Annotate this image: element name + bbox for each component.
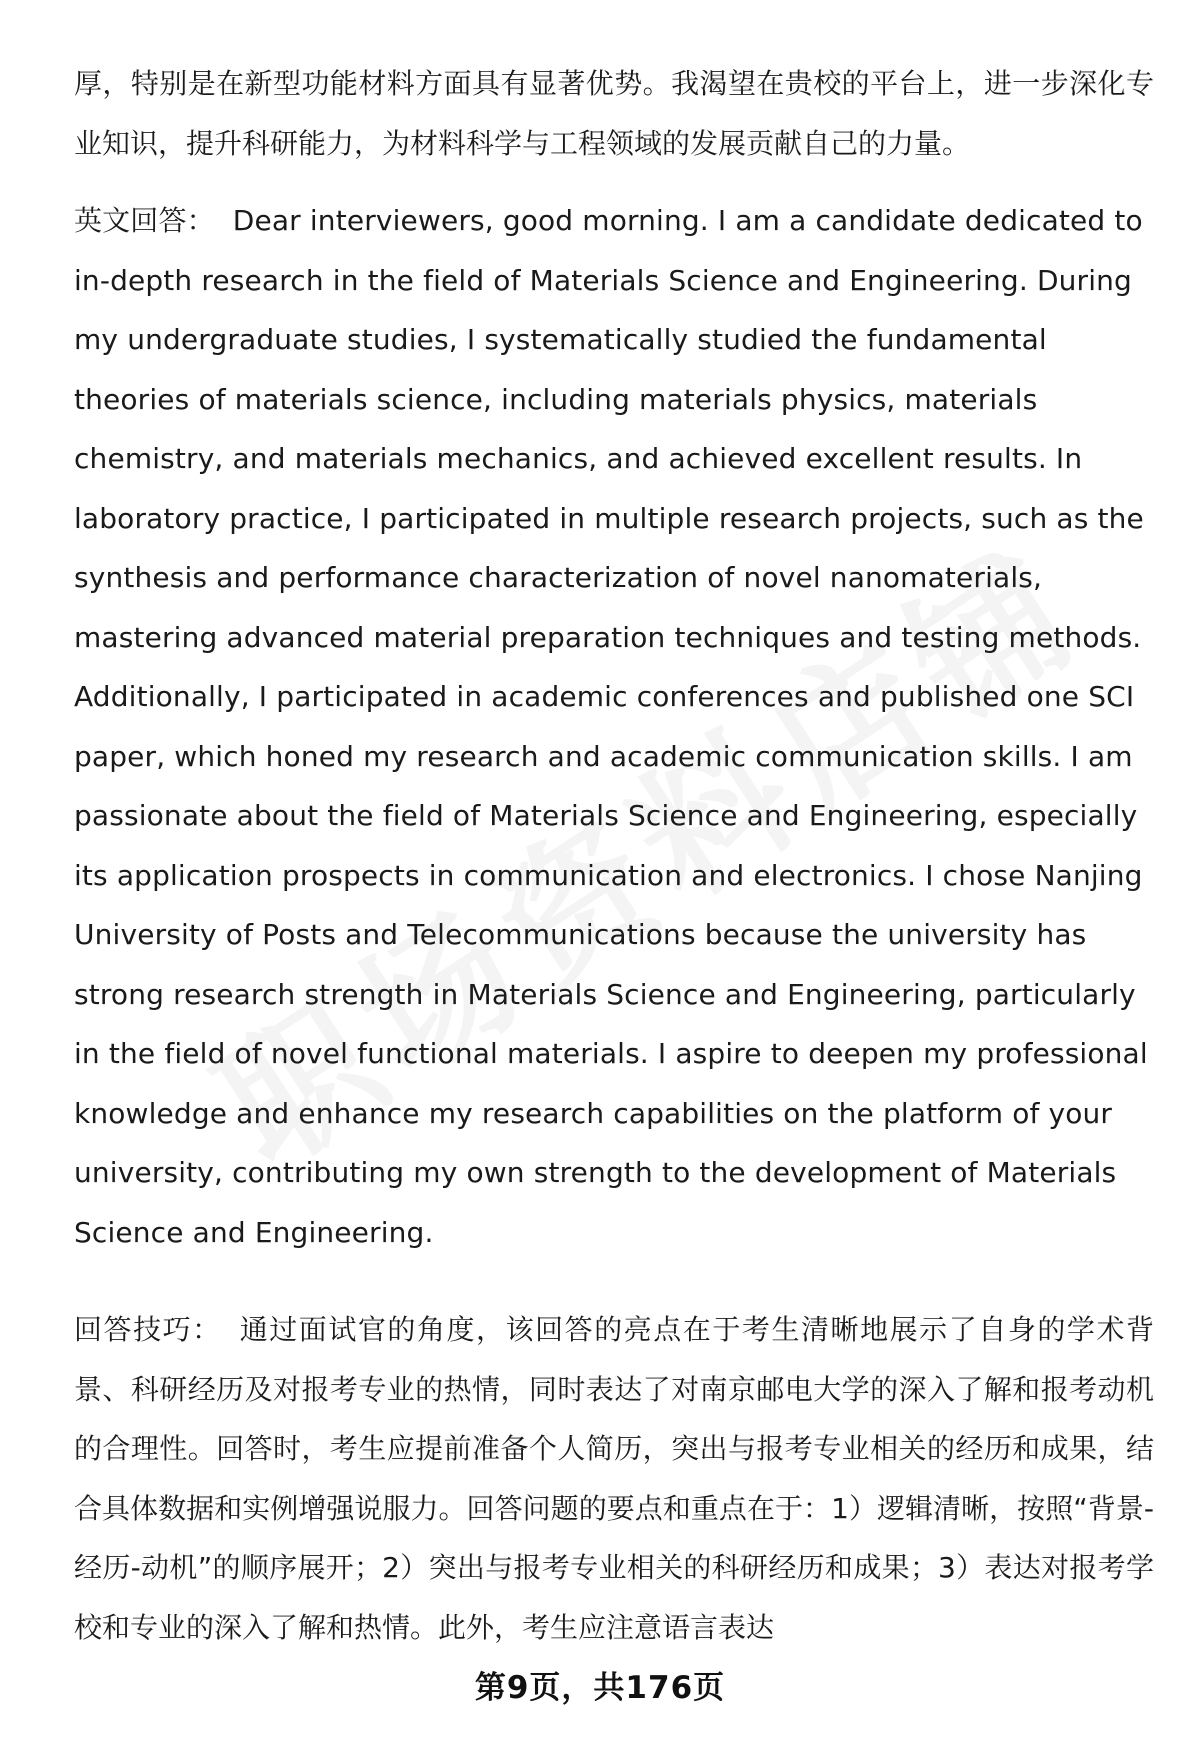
answer-tips-paragraph xyxy=(74,1300,1154,1657)
page-number-footer: 第9页，共176页 xyxy=(474,1670,726,1706)
document-body xyxy=(74,54,1154,1657)
english-answer-label: 英文回答： xyxy=(74,204,215,237)
english-answer-paragraph xyxy=(74,191,1154,1262)
intro-paragraph-tail: 厚，特别是在新型功能材料方面具有显著优势。我渴望在贵校的平台上，进一步深化专业知识，提升科研能力，为材料科学与工程领域的发展贡献自己的力量。 xyxy=(74,67,1154,160)
answer-tips-text: 通过面试官的角度，该回答的亮点在于考生清晰地展示了自身的学术背景、科研经历及对报考专业的热情，同时表达了对南京邮电大学的深入了解和报考动机的合理性。回答时，考生应提前准备个人简历，突出与报考专业相关的经历和成果，结合具体数据和实例增强说服力。回答问题的要点和重点在于：1）逻辑清晰，按照“背景-经历-动机”的顺序展开；2）突出与报考专业相关的科研经历和成果；3）表达对报考学校和专业的深入了解和热情。此外，考生应注意语言表达 xyxy=(74,1313,1154,1644)
english-answer-text: Dear interviewers, good morning. I am a candidate dedicated to in-depth research in the field of Materials Science and Engineering. During my undergraduate studies, I systematically studied the fundamental theories of materials science, including materials physics, materials chemistry, and materials mechanics, and achieved excellent results. In laboratory practice, I participated in multiple research projects, such as the synthesis and performance characterization of novel nanomaterials, mastering advanced material preparation techniques and testing methods. Additionally, I participated in academic conferences and published one SCI paper, which honed my research and academic communication skills. I am passionate about the field of Materials Science and Engineering, especially its application prospects in communication and electronics. I chose Nanjing University of Posts and Telecommunications because the university has strong research strength in Materials Science and Engineering, particularly in the field of novel functional materials. I aspire to deepen my professional knowledge and enhance my research capabilities on the platform of your university, contributing my own strength to the development of Materials Science and Engineering. xyxy=(74,204,1148,1249)
answer-tips-label: 回答技巧： xyxy=(74,1313,222,1346)
